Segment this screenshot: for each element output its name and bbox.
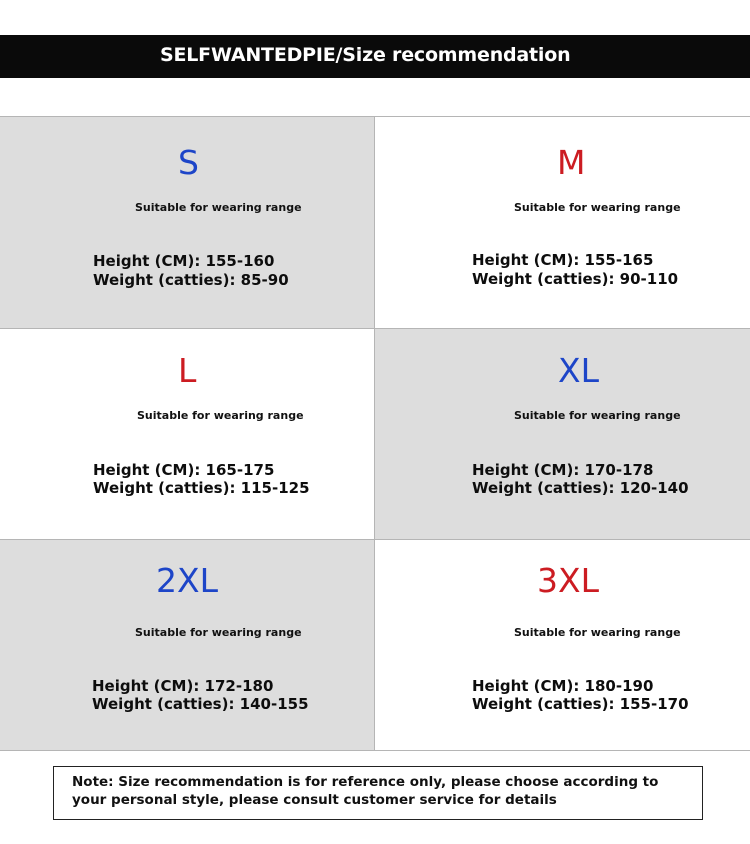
range-label: Suitable for wearing range: [514, 626, 681, 639]
size-card-2xl: [0, 540, 375, 751]
note-text: Note: Size recommendation is for reference only, please choose according to your personal style, please consult customer service for details: [72, 774, 659, 808]
size-card-3xl: [375, 540, 750, 751]
range-label: Suitable for wearing range: [514, 409, 681, 422]
header-banner: [0, 35, 750, 78]
column-divider: [374, 117, 375, 750]
weight-range: Weight (catties): 85-90: [93, 271, 289, 289]
size-card-m: [375, 117, 750, 328]
height-range: Height (CM): 170-178: [472, 461, 654, 479]
range-label: Suitable for wearing range: [137, 409, 304, 422]
size-name: 3XL: [537, 561, 599, 600]
size-name: S: [178, 143, 199, 182]
size-card-l: [0, 329, 375, 540]
height-range: Height (CM): 155-160: [93, 252, 275, 270]
weight-range: Weight (catties): 155-170: [472, 695, 689, 713]
size-name: M: [557, 143, 586, 182]
range-label: Suitable for wearing range: [135, 201, 302, 214]
size-card-xl: [375, 329, 750, 540]
weight-range: Weight (catties): 120-140: [472, 479, 689, 497]
height-range: Height (CM): 180-190: [472, 677, 654, 695]
height-range: Height (CM): 155-165: [472, 251, 654, 269]
grid-bottom-border: [0, 750, 750, 751]
height-range: Height (CM): 172-180: [92, 677, 274, 695]
weight-range: Weight (catties): 90-110: [472, 270, 679, 288]
size-name: L: [178, 351, 197, 390]
range-label: Suitable for wearing range: [135, 626, 302, 639]
range-label: Suitable for wearing range: [514, 201, 681, 214]
size-name: 2XL: [156, 561, 218, 600]
page-title: SELFWANTEDPIE/Size recommendation: [160, 44, 571, 66]
size-name: XL: [558, 351, 599, 390]
height-range: Height (CM): 165-175: [93, 461, 275, 479]
note-box: [53, 766, 703, 820]
size-card-s: [0, 117, 375, 328]
weight-range: Weight (catties): 140-155: [92, 695, 309, 713]
weight-range: Weight (catties): 115-125: [93, 479, 310, 497]
